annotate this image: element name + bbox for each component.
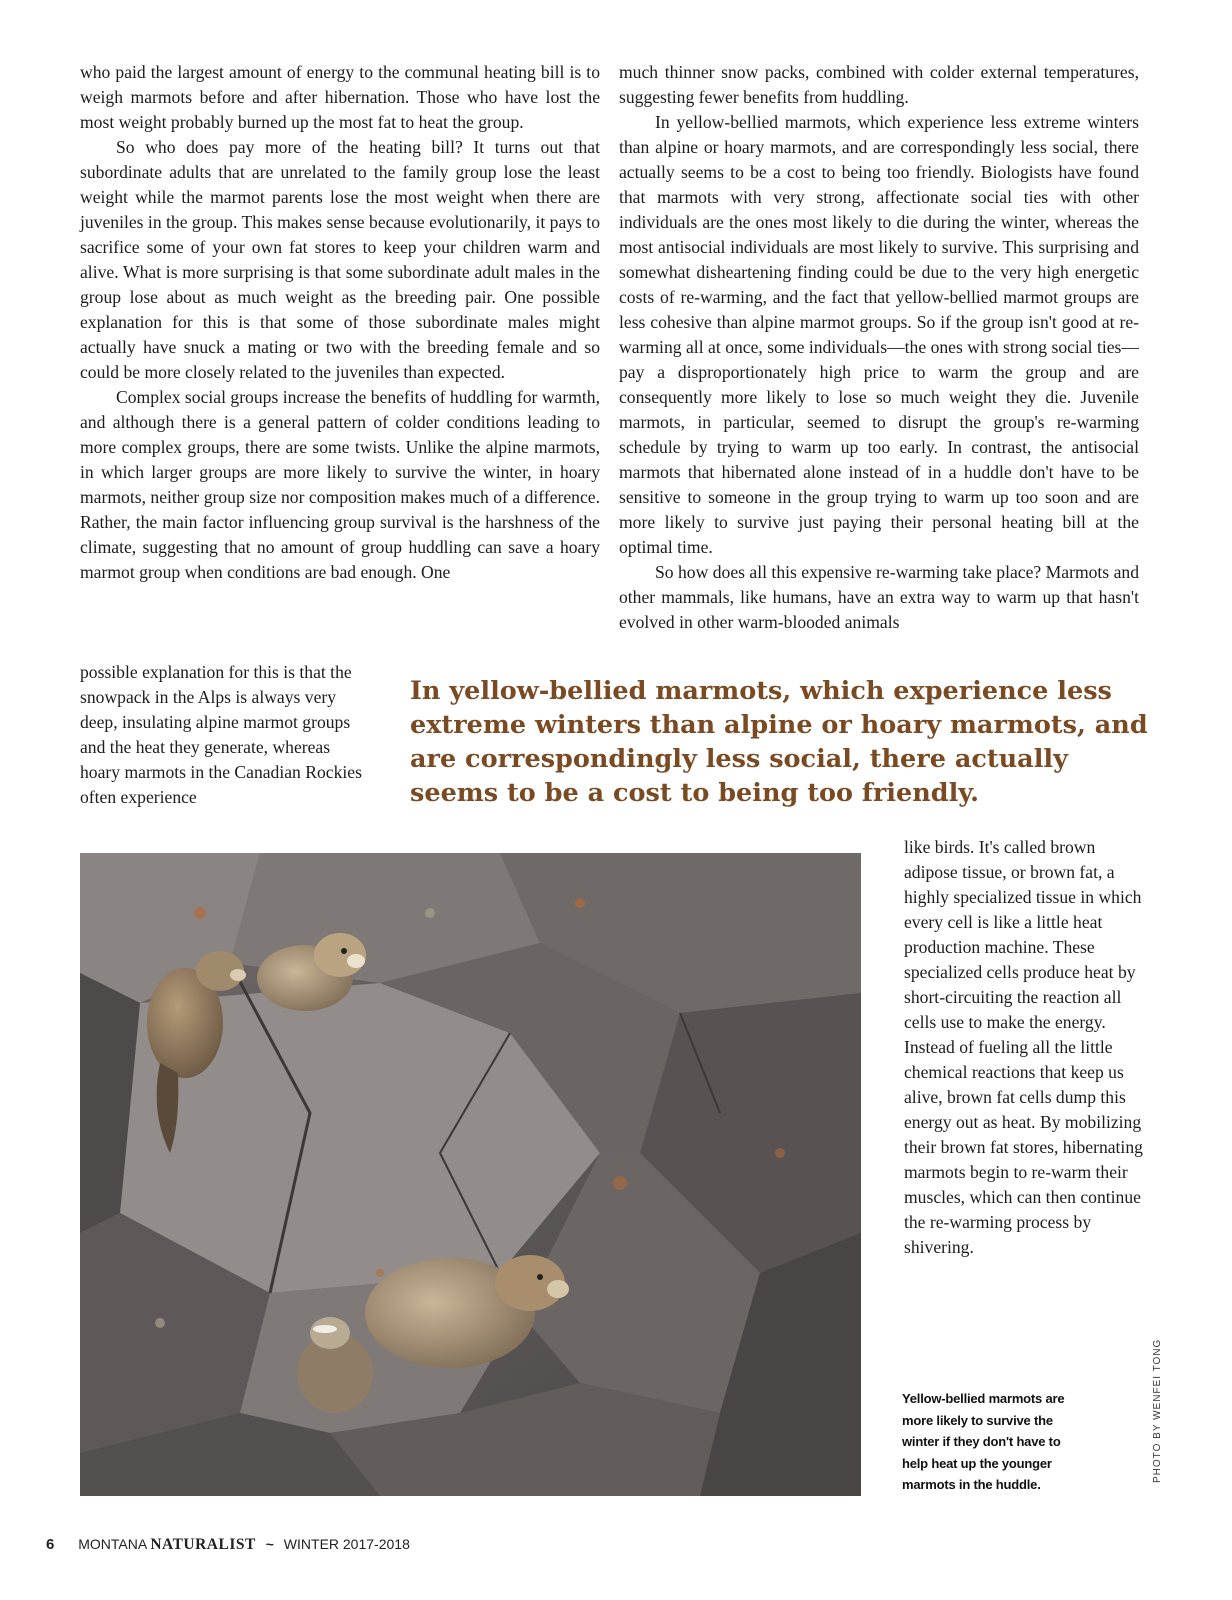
right-col-paragraph-2: In yellow-bellied marmots, which experience less extreme winters than alpine or hoary marmots, and are correspondingly less social, there actually seems to be a cost to being too friendly. Biologists have found that marmots with very strong, affectionate social ties with other individuals are the ones most likely to die during the winter, whereas the most antisocial individuals are most likely to survive. This surprising and somewhat disheartening finding could be due to the very high energetic costs of re-warming, and the fact that yellow-bellied marmot groups are less cohesive than alpine marmot groups. So if the group isn't good at re-warming all at once, some individuals—the ones with strong social ties—pay a disproportionately high price to warm the group and are consequently more likely to lose so much weight they die. Juvenile marmots, in particular, seemed to disrupt the group's re-warming schedule by trying to warm up too early. In contrast, the antisocial marmots that hibernated alone instead of in a huddle don't have to be sensitive to someone in the group trying to warm up too soon and are more likely to survive just paying their personal heating bill at the optimal time. bbox=[619, 112, 1139, 557]
right-col-paragraph-1: much thinner snow packs, combined with colder external temperatures, suggesting fewer benefits from huddling. bbox=[619, 62, 1139, 107]
left-col-paragraph-1: who paid the largest amount of energy to the communal heating bill is to weigh marmots before and after hibernation. Those who have lost the most weight probably burned up the most fat to heat the group. bbox=[80, 62, 600, 132]
marmots-on-rocks-image bbox=[80, 853, 861, 1496]
side-column bbox=[904, 835, 1144, 1260]
right-col-paragraph-3: So how does all this expensive re-warming take place? Marmots and other mammals, like humans, have an extra way to warm up that hasn't evolved in other warm-blooded animals bbox=[619, 562, 1139, 632]
photo-caption: Yellow-bellied marmots are more likely to survive the winter if they don't have to help heat up the younger marmots in the huddle. bbox=[902, 1391, 1065, 1492]
marmot-photo bbox=[80, 853, 861, 1496]
pull-quote: In yellow-bellied marmots, which experience less extreme winters than alpine or hoary marmots, and are correspondingly less social, there actually seems to be a cost to being too friendly. bbox=[410, 676, 1148, 808]
issue-date: WINTER 2017-2018 bbox=[283, 1536, 410, 1552]
left-col-paragraph-3: Complex social groups increase the benefits of huddling for warmth, and although there is a general pattern of colder conditions leading to more complex groups, there are some twists. Unlike the alpine marmots, in which larger groups are more likely to survive the winter, in hoary marmots, neither group size nor composition makes much of a difference. Rather, the main factor influencing group survival is the harshness of the climate, suggesting that no amount of group huddling can save a hoary marmot group when conditions are bad enough. One bbox=[80, 387, 600, 582]
left-column bbox=[80, 60, 600, 585]
right-column bbox=[619, 60, 1139, 635]
right-col-paragraph-3-continued: like birds. It's called brown adipose tissue, or brown fat, a highly specialized tissue in which every cell is like a little heat production machine. These specialized cells produce heat by short-circuiting the reaction all cells use to make the energy. Instead of fueling all the little chemical reactions that keep us alive, brown fat cells dump this energy out as heat. By mobilizing their brown fat stores, hibernating marmots begin to re-warm their muscles, which can then continue the re-warming process by shivering. bbox=[904, 837, 1143, 1257]
left-col-paragraph-2: So who does pay more of the heating bill? It turns out that subordinate adults that are unrelated to the family group lose the least weight while the marmot parents lose the most weight when there are juveniles in the group. This makes sense because evolutionarily, it pays to sacrifice some of your own fat stores to keep your children warm and alive. What is more surprising is that some subordinate adult males in the group lose about as much weight as the breeding pair. One possible explanation for this is that some of those subordinate males might actually have snuck a mating or two with the breeding female and so could be more closely related to the juveniles than expected. bbox=[80, 137, 600, 382]
left-column-continued bbox=[80, 660, 370, 810]
page-footer bbox=[46, 1536, 410, 1554]
photo-credit: PHOTO BY WENFEI TONG bbox=[1152, 1338, 1163, 1483]
magazine-name-naturalist: NATURALIST bbox=[150, 1536, 256, 1553]
page-number: 6 bbox=[46, 1536, 55, 1553]
left-col-paragraph-3-continued: possible explanation for this is that the snowpack in the Alps is always very deep, insulating alpine marmot groups and the heat they generate, whereas hoary marmots in the Canadian Rockies often experience bbox=[80, 662, 362, 807]
footer-separator: ~ bbox=[265, 1536, 274, 1552]
magazine-name-montana: MONTANA bbox=[78, 1536, 147, 1552]
